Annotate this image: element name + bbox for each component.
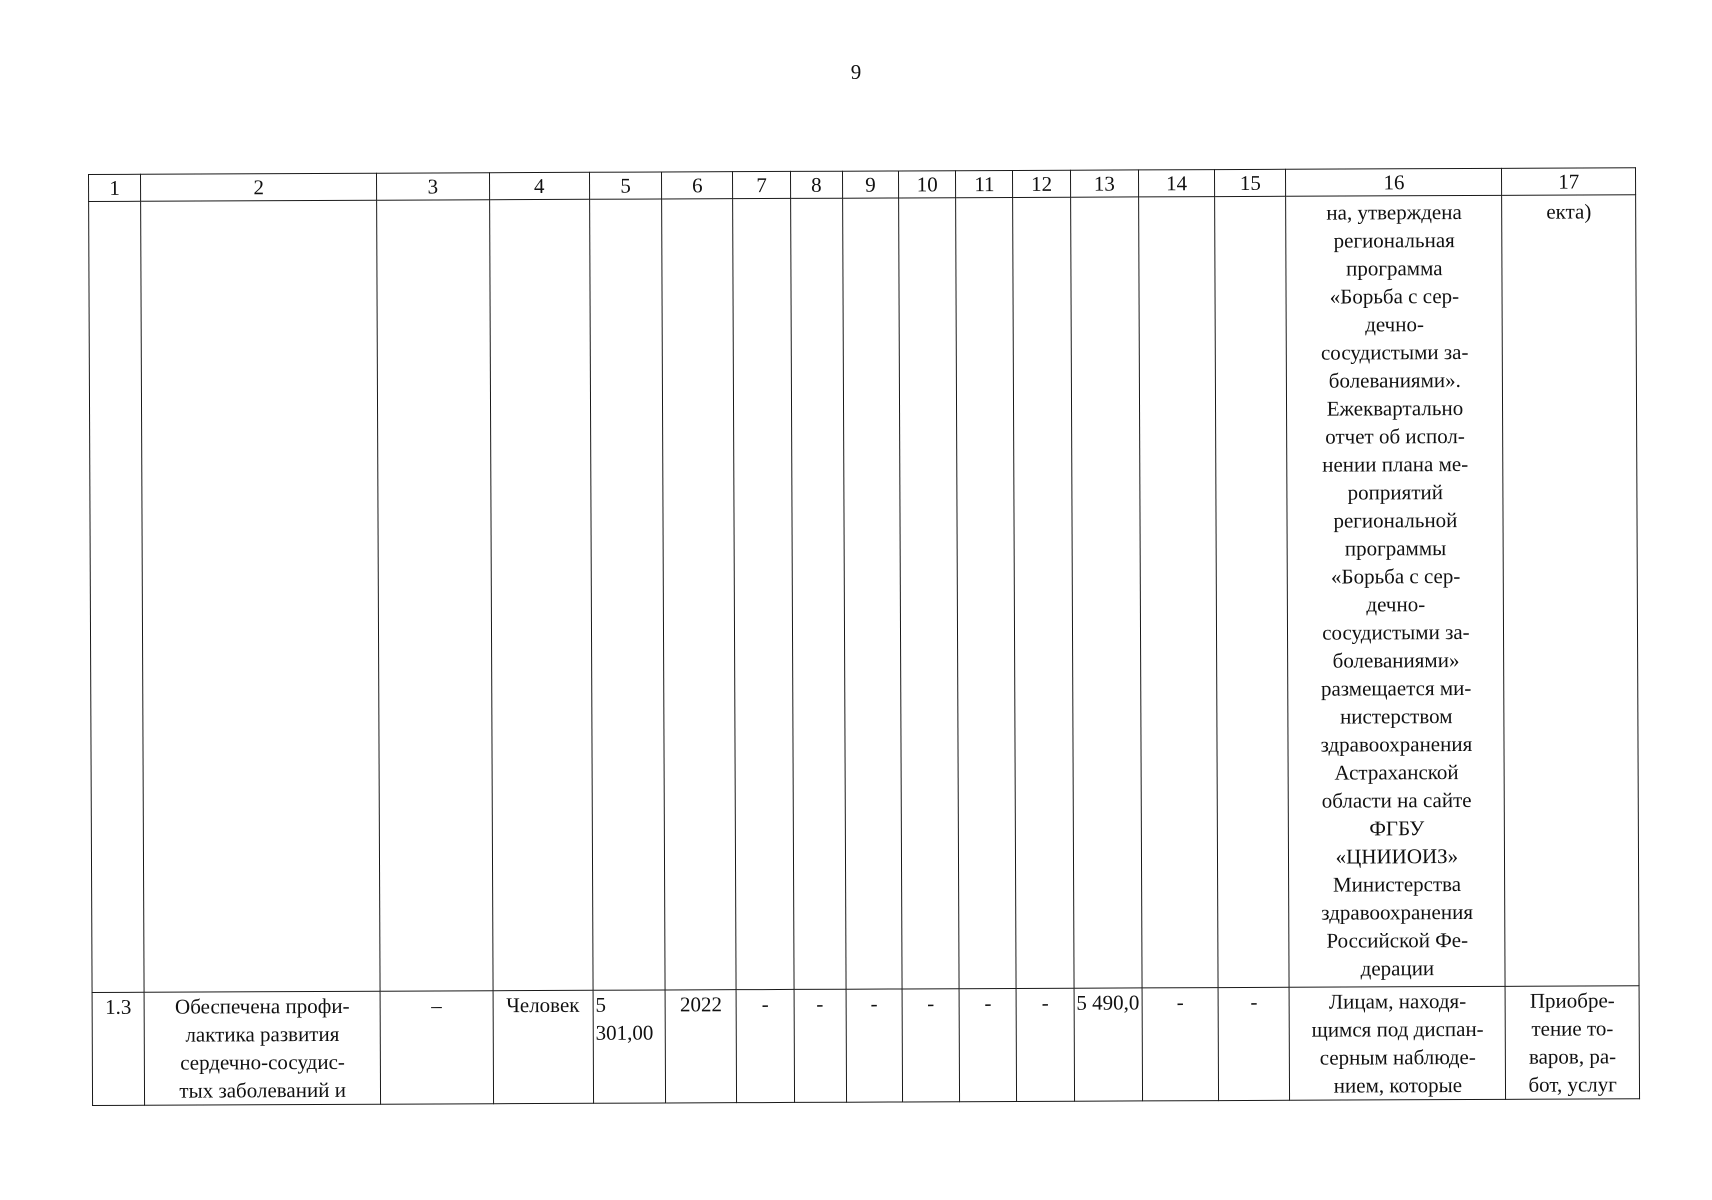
cell-base-value: 5 301,00 bbox=[593, 990, 666, 1103]
col17-continued-text: екта) bbox=[1546, 199, 1592, 224]
cell-result-name: Обеспечена профи- лактика развития сердечно-сосудис- тых заболеваний и bbox=[144, 991, 380, 1105]
cell-empty bbox=[842, 198, 902, 989]
cell-year: 2022 bbox=[665, 990, 737, 1103]
column-number-12: 12 bbox=[1013, 170, 1070, 197]
column-number-9: 9 bbox=[842, 171, 898, 198]
column-number-17: 17 bbox=[1502, 168, 1636, 196]
cell-empty bbox=[141, 200, 380, 992]
table-row bbox=[92, 986, 1639, 1106]
cell-col16-continued bbox=[1286, 195, 1505, 987]
cell-empty bbox=[956, 197, 1017, 988]
cell-col3: – bbox=[380, 991, 493, 1104]
cell-row-number: 1.3 bbox=[92, 992, 145, 1105]
cell-col10: - bbox=[902, 989, 960, 1102]
cell-col14: - bbox=[1142, 988, 1219, 1101]
column-number-16: 16 bbox=[1286, 168, 1502, 196]
column-number-10: 10 bbox=[899, 171, 956, 198]
cell-col15: - bbox=[1218, 987, 1290, 1100]
cell-empty bbox=[899, 198, 960, 989]
cell-empty bbox=[377, 200, 493, 991]
cell-col17-type: Приобре- тение то- варов, ра- бот, услуг bbox=[1505, 986, 1639, 1100]
cell-col16-description: Лицам, находя- щимся под диспан- серным наблюде- нием, которые bbox=[1290, 986, 1506, 1100]
cell-empty bbox=[1215, 196, 1290, 987]
column-number-2: 2 bbox=[141, 173, 377, 201]
cell-unit: Человек bbox=[493, 990, 594, 1103]
cell-empty bbox=[89, 201, 145, 992]
cell-col9: - bbox=[846, 989, 903, 1102]
cell-empty bbox=[489, 199, 593, 990]
cell-col17-continued bbox=[1502, 195, 1639, 987]
cell-empty bbox=[790, 198, 846, 989]
column-number-5: 5 bbox=[589, 172, 661, 199]
column-number-1: 1 bbox=[89, 174, 141, 201]
column-number-15: 15 bbox=[1215, 169, 1286, 196]
column-number-6: 6 bbox=[662, 172, 733, 199]
column-number-14: 14 bbox=[1138, 170, 1214, 197]
column-number-13: 13 bbox=[1070, 170, 1138, 197]
column-number-8: 8 bbox=[790, 171, 842, 198]
table-row-continued bbox=[89, 195, 1639, 993]
cell-col12: - bbox=[1017, 988, 1075, 1101]
data-table bbox=[88, 167, 1640, 1106]
cell-empty bbox=[662, 199, 737, 990]
cell-col11: - bbox=[959, 988, 1017, 1101]
cell-col8: - bbox=[794, 989, 847, 1102]
column-number-4: 4 bbox=[489, 172, 589, 199]
cell-empty bbox=[1139, 197, 1219, 988]
cell-col7: - bbox=[736, 989, 794, 1102]
cell-col13: 5 490,0 bbox=[1074, 988, 1143, 1101]
column-number-3: 3 bbox=[377, 173, 490, 200]
cell-empty bbox=[1013, 197, 1074, 988]
column-number-11: 11 bbox=[956, 170, 1013, 197]
col16-continued-text: на, утверждена региональная программа «Борьба с сер- дечно- сосудистыми за- болеваниями». Ежеквартально отчет об испол- нении плана ме- роприятий региональной программы «Борьба с сер- дечно- сосудистыми за- болеваниями» размещается ми- нистерством здравоохранения Астраханской области на сайте ФГБУ «ЦНИИОИЗ» Министерства здравоохранения Российской Фе- дерации bbox=[1320, 200, 1474, 981]
page-number: 9 bbox=[850, 60, 862, 84]
column-number-7: 7 bbox=[733, 171, 790, 198]
cell-empty bbox=[1070, 197, 1142, 988]
cell-empty bbox=[733, 198, 794, 989]
cell-empty bbox=[590, 199, 666, 990]
